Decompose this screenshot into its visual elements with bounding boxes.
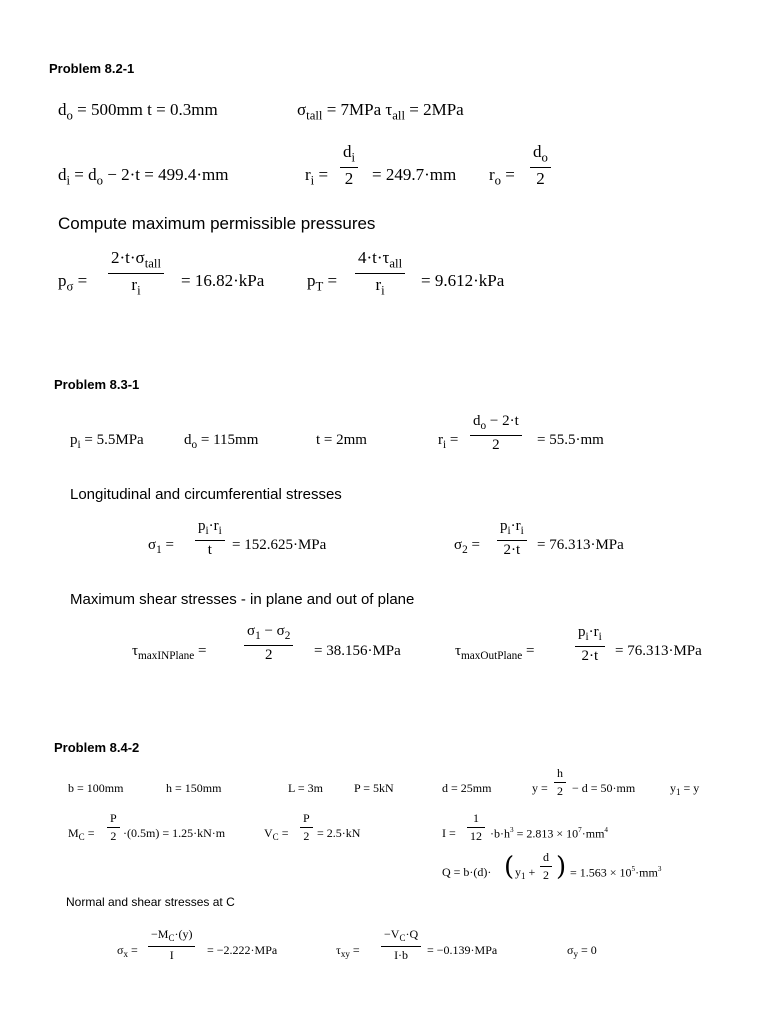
p842-vc-label: $V_C$ = <box>264 826 289 843</box>
p842-q-y1: $y_1$ + <box>515 865 536 882</box>
p842-i-fraction: 1 12 <box>467 812 485 842</box>
p842-sigmax-fraction: $-M_C\cdot(y)$ I <box>148 928 195 961</box>
p831-given-do: $d_o = 115mm$ <box>184 432 259 451</box>
p821-psigma-label: $p_\sigma$ = <box>58 271 88 294</box>
p821-ptau-label: $p_T$ = <box>307 271 338 294</box>
p842-note: Normal and shear stresses at C <box>66 895 235 909</box>
p842-i-value: $\cdot b\cdot h^3 = 2.813 \times 10^7\cdot mm^4$ <box>490 826 608 841</box>
p842-q-fraction: d 2 <box>540 851 552 881</box>
p821-psigma-value: = 16.82·kPa <box>181 271 265 290</box>
p842-y-value: − d = 50·mm <box>572 781 636 795</box>
p821-ri-fraction: $d_i$ 2 <box>340 143 358 188</box>
p831-sigma1-fraction: $p_i\cdot r_i$ t <box>195 519 225 559</box>
p842-vc-fraction: P 2 <box>300 812 313 842</box>
p831-ri-value: = 55.5·mm <box>537 432 604 448</box>
p842-mc-label: $M_C$ = <box>68 826 95 843</box>
p831-tau-out-label: $\tau_{maxOutPlane}$ = <box>455 643 535 662</box>
p831-sigma1-value: = 152.625·MPa <box>232 537 327 553</box>
p842-given-b: b = 100mm <box>68 781 124 795</box>
p821-ptau-value: = 9.612·kPa <box>421 271 505 290</box>
p821-ri-label: $r_i$ = <box>305 165 329 188</box>
p842-sigmax-value: = −2.222·MPa <box>207 943 278 957</box>
p831-note-1: Longitudinal and circumferential stresses <box>70 486 342 503</box>
p842-y-label: y = <box>532 781 548 795</box>
p831-sigma2-fraction: $p_i\cdot r_i$ 2·t <box>497 519 527 559</box>
p842-vc-value: = 2.5·kN <box>317 826 361 840</box>
problem-8-4-2-heading: Problem 8.4-2 <box>54 740 140 755</box>
p821-di-equation: $d_i = d_o - 2\cdot t = 499.4\cdot mm$ <box>58 165 229 188</box>
p842-given-h: h = 150mm <box>166 781 222 795</box>
p842-q-label: Q = b·(d)· <box>442 865 492 879</box>
p831-note-2: Maximum shear stresses - in plane and out of plane <box>70 591 415 608</box>
p831-tau-in-label: $\tau_{maxINPlane}$ = <box>132 643 207 662</box>
p831-tau-in-fraction: $\sigma_1 - \sigma_2$ 2 <box>244 624 293 664</box>
problem-8-2-1-heading: Problem 8.2-1 <box>49 61 135 76</box>
p842-y1-def: $y_1 = y$ <box>670 781 700 798</box>
p821-ptau-fraction: $4\cdot t\cdot\tau_{all}$ $r_i$ <box>355 249 405 298</box>
p842-sigmax-label: $\sigma_x$ = <box>117 943 138 960</box>
p842-mc-value: ·(0.5m) = 1.25·kN·m <box>123 826 226 840</box>
p821-psigma-fraction: $2\cdot t\cdot\sigma_{tall}$ $r_i$ <box>108 249 164 298</box>
p831-tau-out-fraction: $p_i\cdot r_i$ 2·t <box>575 625 605 665</box>
p842-given-d: d = 25mm <box>442 781 492 795</box>
p842-sigmay: $\sigma_y = 0$ <box>567 943 597 960</box>
p831-sigma1-label: $\sigma_1$ = <box>148 537 174 556</box>
p821-note: Compute maximum permissible pressures <box>58 214 376 233</box>
p821-given-allowables: $\sigma_{tall} = 7MPa$ $\tau_{all} = 2MPa$ <box>297 100 464 123</box>
p821-ro-fraction: $d_o$ 2 <box>530 143 551 188</box>
p842-q-value: = $1.563 \times 10^5\cdot mm^3$ <box>570 865 662 880</box>
p842-tauxy-value: = −0.139·MPa <box>427 943 498 957</box>
p831-sigma2-value: = 76.313·MPa <box>537 537 624 553</box>
p831-given-pi: $p_i = 5.5MPa$ <box>70 432 144 451</box>
p842-given-L: L = 3m <box>288 781 323 795</box>
p842-tauxy-fraction: $-V_C\cdot Q$ I·b <box>381 928 421 961</box>
p842-given-P: P = 5kN <box>354 781 394 795</box>
p842-i-label: I = <box>442 826 456 840</box>
problem-8-3-1-heading: Problem 8.3-1 <box>54 377 140 392</box>
p821-ro-label: $r_o$ = <box>489 165 515 188</box>
p831-ri-label: $r_i$ = <box>438 432 459 451</box>
p831-given-t: t = 2mm <box>316 432 367 448</box>
p831-ri-fraction: $d_o - 2\cdot t$ 2 <box>470 414 522 454</box>
p842-q-open-paren: ( <box>504 852 515 882</box>
p821-ri-value: = 249.7·mm <box>372 165 457 184</box>
p842-y-fraction: h 2 <box>554 767 566 797</box>
p831-tau-in-value: = 38.156·MPa <box>314 643 401 659</box>
p821-given-do-t: $d_o = 500mm$ t = 0.3mm <box>58 100 218 123</box>
p831-tau-out-value: = 76.313·MPa <box>615 643 702 659</box>
p842-q-close-paren: ) <box>556 852 567 882</box>
p842-mc-fraction: P 2 <box>107 812 120 842</box>
p842-tauxy-label: $\tau_{xy}$ = <box>336 943 360 960</box>
p831-sigma2-label: $\sigma_2$ = <box>454 537 480 556</box>
